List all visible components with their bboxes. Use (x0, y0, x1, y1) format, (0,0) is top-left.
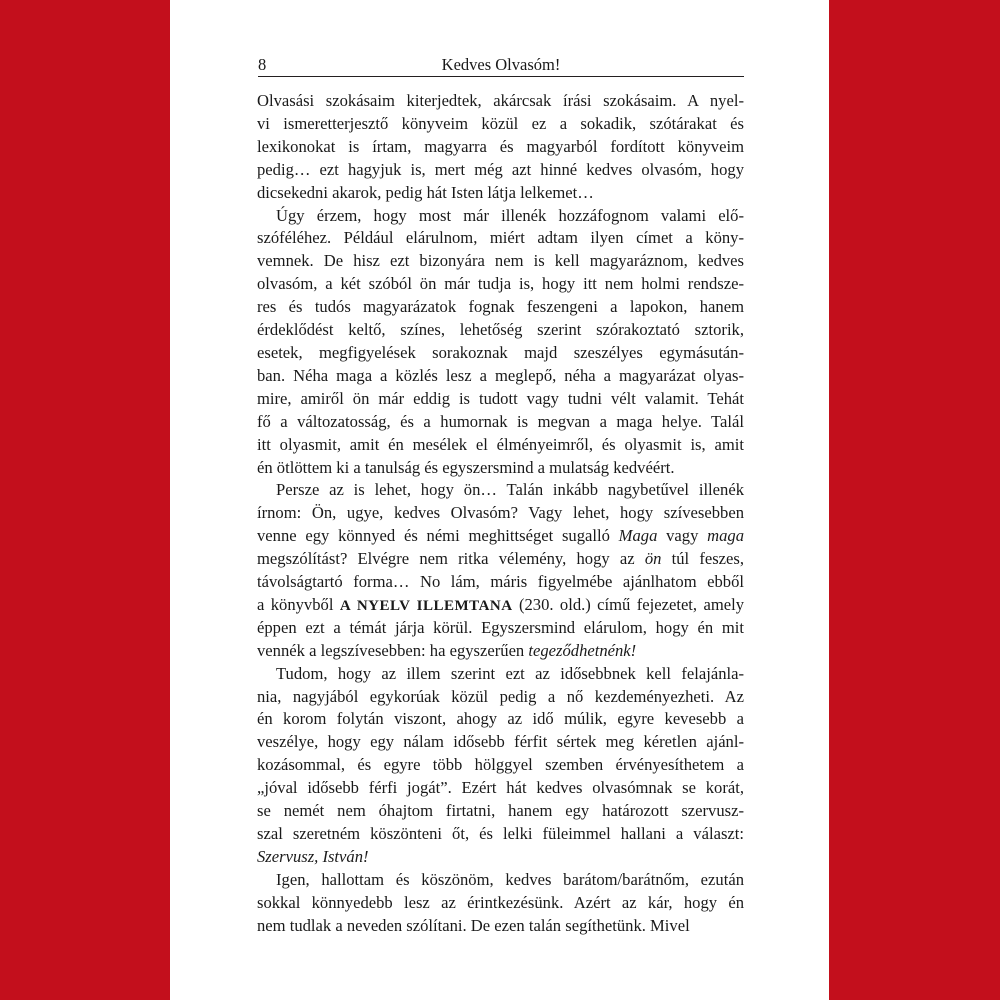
text-line: Olvasási szokásaim kiterjedtek, akárcsak írási szokásaim. A nyel- (257, 91, 744, 110)
text-line: én ötlöttem ki a tanulság és egyszersmind a mulatság kedvéért. (257, 457, 675, 477)
text-line: én korom folytán viszont, ahogy az idő múlik, egyre kevesebb a (257, 709, 744, 729)
text-line: pedig… ezt hagyjuk is, mert még azt hinné kedves olvasóm, hogy (257, 159, 744, 179)
text-line: távolságtartó forma… No lám, máris figyelmébe ajánlhatom ebből (257, 572, 744, 592)
text-line: vi ismeretterjesztő könyveim közül ez a sokadik, szótárakat és (257, 113, 744, 133)
text-line: ban. Néha maga a közlés lesz a meglepő, néha a magyarázat olyas- (257, 365, 744, 385)
text-line: nia, nagyjából egykorúak közül pedig a nő kezdeményezheti. Az (257, 686, 744, 706)
text-line: Persze az is lehet, hogy ön… Talán inkább nagybetűvel illenék (276, 480, 744, 500)
text-line: fő a változatosság, és a humornak is megvan a maga helye. Talál (257, 411, 744, 431)
body-text (257, 90, 744, 938)
text-line: dicsekedni akarok, pedig hát Isten látja lelkemet… (257, 182, 594, 202)
book-page (170, 0, 829, 1000)
text-line: lexikonokat is írtam, magyarra és magyarból fordított könyveim (257, 136, 744, 156)
text-line: Igen, hallottam és köszönöm, kedves barátom/barátnőm, ezután (276, 869, 744, 889)
text-line: Úgy érzem, hogy most már illenék hozzáfognom valami elő- (276, 205, 744, 225)
text-line: kozásommal, és egyre több hölggyel szemben érvényesíthetem a (257, 755, 744, 775)
text-line: éppen ezt a témát járja körül. Egyszersmind elárulom, hogy én mit (257, 617, 744, 637)
text-line: res és tudós magyarázatok fognak feszengeni a lapokon, hanem (257, 297, 744, 317)
text-line: veszélye, hogy egy nálam idősebb férfit sértek meg kéretlen ajánl- (257, 732, 744, 752)
text-line: „jóval idősebb férfi jogát”. Ezért hát kedves olvasómnak se korát, (257, 778, 744, 798)
text-line: a könyvből A NYELV ILLEMTANA (230. old.) című fejezetet, amely (257, 594, 744, 614)
text-line: olvasóm, a két szóból ön már tudja is, hogy itt nem holmi rendsze- (257, 274, 744, 294)
text-line: megszólítást? Elvégre nem ritka vélemény, hogy az ön túl feszes, (257, 549, 745, 569)
text-line: nem tudlak a neveden szólítani. De ezen talán segíthetünk. Mivel (257, 915, 690, 935)
text-line: esetek, megfigyelések sorakoznak majd szeszélyes egymásután- (257, 342, 744, 362)
text-line: mire, amiről ön már eddig is tudott vagy tudni vélt valamit. Tehát (257, 388, 744, 408)
text-line: érdeklődést keltő, színes, lehetőség szerint szórakoztató sztorik, (257, 320, 744, 340)
text-line: szal szeretném köszönteni őt, és lelki füleimmel hallani a választ: (257, 824, 744, 843)
running-head (258, 56, 744, 77)
text-line: Tudom, hogy az illem szerint ezt az idősebbnek kell felajánla- (276, 663, 744, 683)
text-line: se nemét nem óhajtom firtatni, hanem egy határozott szervusz- (257, 801, 744, 821)
text-line: Szervusz, István! (257, 846, 369, 866)
text-line: vennék a legszívesebben: ha egyszerűen tegeződhetnénk! (257, 640, 637, 660)
text-line: írnom: Ön, ugye, kedves Olvasóm? Vagy lehet, hogy szívesebben (257, 503, 744, 523)
text-line: sokkal könnyedebb lesz az érintkezésünk. Azért az kár, hogy én (257, 892, 744, 912)
running-title: Kedves Olvasóm! (441, 55, 561, 74)
text-line: itt olyasmit, amit én mesélek el élményeimről, és olyasmit is, amit (257, 434, 744, 454)
text-line: vemnek. De hisz ezt bizonyára nem is kell magyaráznom, kedves (257, 251, 744, 271)
page-number: 8 (258, 55, 267, 74)
text-line: szóféléhez. Például elárulnom, miért adtam ilyen címet a köny- (257, 228, 744, 248)
text-line: venne egy könnyed és némi meghittséget sugalló Maga vagy maga (257, 526, 744, 546)
